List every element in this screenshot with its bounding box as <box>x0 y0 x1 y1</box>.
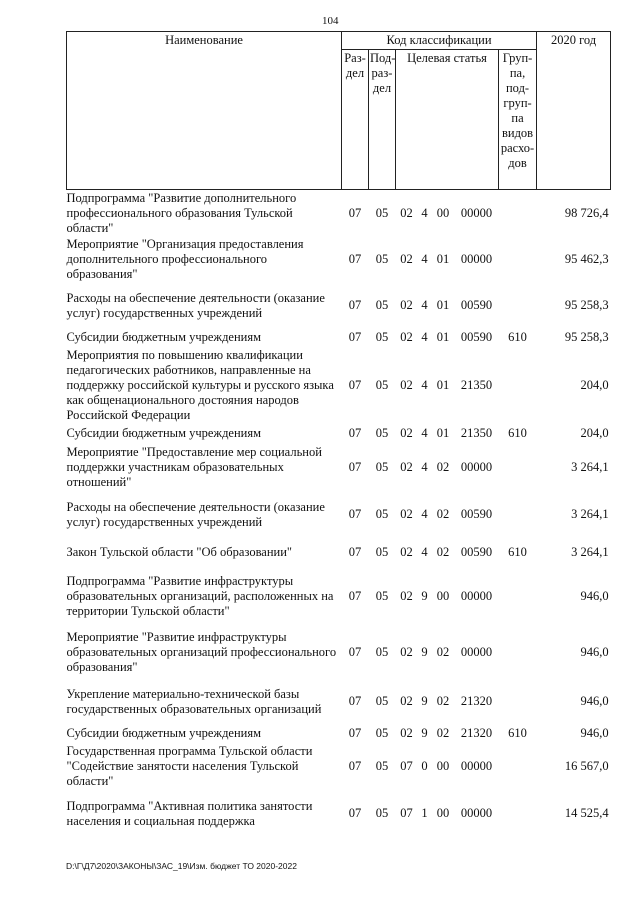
row-expense-group <box>499 237 537 283</box>
row-section: 07 <box>348 378 362 392</box>
row-direction: 00000 <box>460 252 493 266</box>
row-program: 02 <box>400 298 413 312</box>
row-subprogram: 9 <box>421 644 428 659</box>
row-amount: 95 258,3 <box>564 330 609 344</box>
row-expense-group <box>499 790 537 838</box>
budget-table <box>66 31 611 838</box>
row-program: 02 <box>400 426 413 440</box>
table-row <box>67 724 611 744</box>
row-event: 00 <box>436 759 450 773</box>
row-subprogram: 9 <box>421 726 428 740</box>
row-program: 02 <box>400 252 413 266</box>
row-expense-group: 610 <box>508 330 527 344</box>
row-subsection: 05 <box>375 330 389 344</box>
row-name: Мероприятия по повышению квалификации педагогических работников, направленные на поддержку российской культуры и русского языка как общенационального достояния народов Российской Федерации <box>66 348 334 422</box>
col-name-header: Наименование <box>67 32 342 190</box>
row-subprogram: 1 <box>421 806 428 820</box>
row-subsection: 05 <box>375 759 389 773</box>
row-section: 07 <box>348 545 362 559</box>
row-amount: 946,0 <box>580 644 609 659</box>
row-subprogram: 4 <box>421 426 428 440</box>
table-row <box>67 680 611 724</box>
row-subsection: 05 <box>375 726 389 740</box>
row-name: Подпрограмма "Активная политика занятости населения и социальная поддержка <box>66 798 313 828</box>
row-program: 02 <box>400 726 413 740</box>
table-row <box>67 190 611 237</box>
row-section: 07 <box>348 330 362 344</box>
row-event: 01 <box>436 298 450 312</box>
row-section: 07 <box>348 252 362 266</box>
row-subsection: 05 <box>375 378 389 392</box>
row-subsection: 05 <box>375 644 389 659</box>
row-event: 01 <box>436 330 450 344</box>
row-subprogram: 4 <box>421 330 428 344</box>
row-name: Закон Тульской области "Об образовании" <box>66 545 293 559</box>
row-event: 01 <box>436 426 450 440</box>
row-event: 00 <box>436 806 450 820</box>
row-expense-group <box>499 569 537 625</box>
row-direction: 21320 <box>460 726 493 740</box>
row-event: 00 <box>436 589 450 603</box>
row-subsection: 05 <box>375 298 389 312</box>
row-amount: 3 264,1 <box>571 545 609 559</box>
row-name: Подпрограмма "Развитие инфраструктуры образовательных организаций, расположенных на территории Тульской области" <box>66 574 334 618</box>
row-direction: 00590 <box>460 298 493 312</box>
row-subprogram: 4 <box>421 252 428 266</box>
row-direction: 21320 <box>460 694 493 708</box>
row-program: 07 <box>400 806 413 820</box>
row-event: 02 <box>436 644 450 659</box>
row-amount: 98 726,4 <box>564 205 609 220</box>
row-event: 02 <box>436 726 450 740</box>
row-expense-group: 610 <box>508 426 527 440</box>
row-program: 02 <box>400 545 413 559</box>
row-amount: 204,0 <box>580 378 609 392</box>
table-row <box>67 493 611 537</box>
row-name: Государственная программа Тульской области "Содействие занятости населения Тульской области" <box>66 744 313 788</box>
table-row <box>67 569 611 625</box>
row-subsection: 05 <box>375 806 389 820</box>
row-expense-group: 610 <box>508 545 527 559</box>
row-event: 02 <box>436 694 450 708</box>
row-amount: 946,0 <box>580 694 609 708</box>
row-subprogram: 4 <box>421 205 428 220</box>
row-program: 02 <box>400 507 413 521</box>
row-amount: 946,0 <box>580 726 609 740</box>
row-section: 07 <box>348 644 362 659</box>
row-program: 07 <box>400 759 413 773</box>
row-amount: 946,0 <box>580 589 609 603</box>
file-path-footer: D:\Г\Д7\2020\ЗАКОНЫ\ЗАС_19\Изм. бюджет ТО 2020-2022 <box>66 861 297 871</box>
row-program: 02 <box>400 460 413 474</box>
row-direction: 00590 <box>460 545 493 559</box>
row-direction: 00000 <box>460 460 493 474</box>
table-row <box>67 744 611 790</box>
row-event: 01 <box>436 252 450 266</box>
col-classification-header: Код классификации <box>342 32 537 50</box>
row-event: 01 <box>436 378 450 392</box>
row-program: 02 <box>400 589 413 603</box>
row-amount: 95 462,3 <box>564 252 609 266</box>
col-subsection-header: Под- раз- дел <box>369 50 396 190</box>
row-section: 07 <box>348 205 362 220</box>
row-direction: 00590 <box>460 507 493 521</box>
row-expense-group <box>499 680 537 724</box>
col-year-header: 2020 год <box>537 32 611 190</box>
row-direction: 00000 <box>460 644 493 659</box>
row-subprogram: 9 <box>421 589 428 603</box>
row-name: Субсидии бюджетным учреждениям <box>66 726 262 740</box>
row-subsection: 05 <box>375 589 389 603</box>
table-row <box>67 237 611 283</box>
table-body <box>67 190 611 838</box>
row-direction: 21350 <box>460 426 493 440</box>
row-subprogram: 4 <box>421 298 428 312</box>
row-subsection: 05 <box>375 545 389 559</box>
table-row <box>67 443 611 493</box>
row-subsection: 05 <box>375 205 389 220</box>
table-row <box>67 790 611 838</box>
row-amount: 16 567,0 <box>564 759 609 773</box>
table-row <box>67 537 611 569</box>
col-target-header: Целевая статья <box>396 50 499 190</box>
row-event: 02 <box>436 460 450 474</box>
row-direction: 00000 <box>460 205 493 220</box>
row-subsection: 05 <box>375 252 389 266</box>
row-expense-group <box>499 443 537 493</box>
table-row <box>67 283 611 329</box>
row-name: Мероприятие "Развитие инфраструктуры образовательных организаций профессионального образования" <box>66 629 337 674</box>
row-name: Субсидии бюджетным учреждениям <box>66 330 262 344</box>
table-row <box>67 347 611 425</box>
row-section: 07 <box>348 759 362 773</box>
row-section: 07 <box>348 507 362 521</box>
row-subprogram: 4 <box>421 378 428 392</box>
row-name: Расходы на обеспечение деятельности (оказание услуг) государственных учреждений <box>66 499 325 529</box>
row-name: Мероприятие "Предоставление мер социальной поддержки участникам образовательных отношений" <box>66 445 322 489</box>
row-section: 07 <box>348 589 362 603</box>
row-expense-group <box>499 625 537 680</box>
table-row <box>67 329 611 347</box>
page-number: 104 <box>322 15 339 27</box>
row-subsection: 05 <box>375 426 389 440</box>
row-name: Укрепление материально-технической базы государственных образовательных организаций <box>66 686 322 716</box>
row-expense-group <box>499 347 537 425</box>
row-section: 07 <box>348 806 362 820</box>
row-name: Подпрограмма "Развитие дополнительного профессионального образования Тульской области" <box>66 190 297 235</box>
row-event: 02 <box>436 545 450 559</box>
row-section: 07 <box>348 460 362 474</box>
row-amount: 3 264,1 <box>571 507 609 521</box>
row-subprogram: 0 <box>421 759 428 773</box>
row-program: 02 <box>400 378 413 392</box>
row-expense-group <box>499 283 537 329</box>
table-row <box>67 425 611 443</box>
col-section-header: Раз- дел <box>342 50 369 190</box>
row-event: 02 <box>436 507 450 521</box>
row-subsection: 05 <box>375 507 389 521</box>
row-amount: 204,0 <box>580 426 609 440</box>
row-event: 00 <box>436 205 450 220</box>
header-row-1 <box>67 32 611 50</box>
row-program: 02 <box>400 644 413 659</box>
row-direction: 00000 <box>460 759 493 773</box>
row-direction: 00000 <box>460 806 493 820</box>
row-expense-group <box>499 744 537 790</box>
row-subprogram: 4 <box>421 545 428 559</box>
row-section: 07 <box>348 694 362 708</box>
row-section: 07 <box>348 426 362 440</box>
row-name: Мероприятие "Организация предоставления дополнительного профессионального образования" <box>66 237 304 281</box>
row-expense-group: 610 <box>508 726 527 740</box>
row-subprogram: 4 <box>421 507 428 521</box>
row-amount: 14 525,4 <box>564 806 609 820</box>
row-subprogram: 4 <box>421 460 428 474</box>
col-group-header: Груп- па, под- груп- па видов расхо- дов <box>499 50 537 190</box>
row-subprogram: 9 <box>421 694 428 708</box>
row-section: 07 <box>348 726 362 740</box>
row-direction: 00000 <box>460 589 493 603</box>
row-direction: 00590 <box>460 330 493 344</box>
table-row <box>67 625 611 680</box>
row-section: 07 <box>348 298 362 312</box>
row-program: 02 <box>400 205 413 220</box>
row-amount: 3 264,1 <box>571 460 609 474</box>
row-subsection: 05 <box>375 460 389 474</box>
row-subsection: 05 <box>375 694 389 708</box>
row-amount: 95 258,3 <box>564 298 609 312</box>
row-direction: 21350 <box>460 378 493 392</box>
row-program: 02 <box>400 330 413 344</box>
row-name: Расходы на обеспечение деятельности (оказание услуг) государственных учреждений <box>66 290 325 320</box>
row-program: 02 <box>400 694 413 708</box>
row-name: Субсидии бюджетным учреждениям <box>66 426 262 440</box>
row-expense-group <box>499 493 537 537</box>
row-expense-group <box>499 190 537 237</box>
